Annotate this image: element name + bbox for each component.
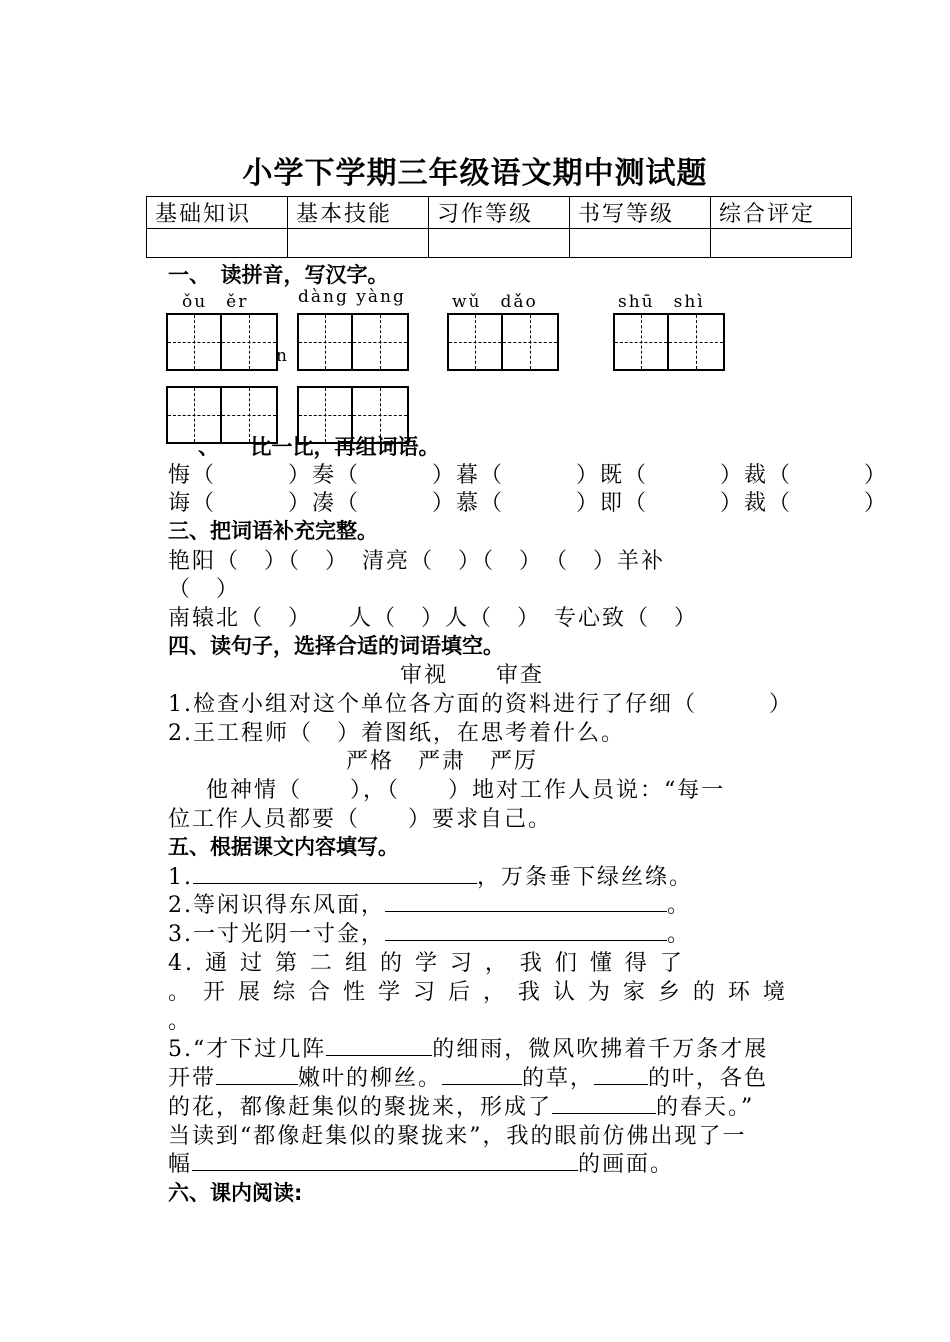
writing-grid-4[interactable]: [613, 313, 725, 371]
section4-choices1: 审视 审查: [400, 663, 545, 688]
section3-line3: 南辕北（ ） 人（ ）人（ ） 专心致（ ）: [168, 606, 699, 631]
q5-text: 的细雨，微风吹拂着千万条才展: [432, 1037, 769, 1062]
score-header-basic-skills: 基本技能: [288, 197, 429, 229]
section4-p2: 位工作人员都要（ ）要求自己。: [168, 807, 553, 832]
writing-cell[interactable]: [353, 315, 407, 369]
section3-line1: 艳阳（ ）（ ） 清亮（ ）（ ） （ ）羊补: [168, 549, 666, 574]
section5-q5-line3: [168, 1090, 754, 1121]
q5-text: 的草，: [522, 1066, 595, 1091]
section2-row2: 诲（ ）凑（ ）慕（ ）即（ ）裁（ ）: [168, 491, 889, 516]
q5-text: 的花，都像赶集似的聚拢来，形成了: [168, 1095, 553, 1120]
writing-cell[interactable]: [168, 315, 222, 369]
q2-blank[interactable]: [385, 891, 667, 912]
writing-cell[interactable]: [503, 315, 557, 369]
q5-blank-4[interactable]: [594, 1064, 648, 1085]
pinyin-2: dàng yàng: [298, 287, 406, 307]
writing-grid-3[interactable]: [447, 313, 559, 371]
score-cell[interactable]: [711, 229, 852, 258]
q5-blank-1[interactable]: [326, 1035, 432, 1056]
writing-cell[interactable]: [615, 315, 669, 369]
pinyin-1: ǒu ěr: [182, 292, 249, 312]
q5-text: 开带: [168, 1066, 217, 1091]
section5-q5-line5: [168, 1147, 674, 1178]
q5-blank-5[interactable]: [552, 1093, 656, 1114]
q5-blank-6[interactable]: [192, 1150, 578, 1171]
q5-text: 的叶，各色: [648, 1066, 769, 1091]
section5-q4-line1: 4. 通 过 第 二 组 的 学 习 ， 我 们 懂 得 了: [168, 951, 685, 976]
score-header-basic-knowledge: 基础知识: [147, 197, 288, 229]
q5-text: 5.“才下过几阵: [168, 1037, 327, 1062]
stray-letter: n: [276, 346, 289, 366]
section5-q1: [168, 860, 693, 891]
section4-q2: 2.王工程师（ ）着图纸，在思考着什么。: [168, 721, 625, 746]
q3-tail: 。: [667, 922, 692, 947]
score-header-row: [147, 197, 852, 229]
score-cell[interactable]: [429, 229, 570, 258]
section5-q5-line1: [168, 1032, 768, 1063]
q5-text: 的画面。: [578, 1152, 675, 1177]
writing-grid-6[interactable]: [297, 386, 409, 444]
section5-q4-line3: 。: [168, 1009, 193, 1034]
pinyin-3: wǔ dǎo: [452, 292, 538, 312]
section4-q1: 1.检查小组对这个单位各方面的资料进行了仔细（ ）: [168, 692, 793, 717]
writing-grid-5[interactable]: [166, 386, 278, 444]
score-table: [146, 196, 852, 258]
writing-cell[interactable]: [449, 315, 503, 369]
writing-grid-1[interactable]: [166, 313, 278, 371]
section5-heading: 五、根据课文内容填写。: [168, 835, 399, 859]
score-header-handwriting-grade: 书写等级: [570, 197, 711, 229]
q2-tail: 。: [667, 893, 692, 918]
q1-blank[interactable]: [193, 863, 477, 884]
score-cell[interactable]: [147, 229, 288, 258]
q5-text: 的春天。”: [656, 1095, 755, 1120]
section4-heading: 四、读句子，选择合适的词语填空。: [168, 634, 504, 658]
page-title: 小学下学期三年级语文期中测试题: [242, 156, 708, 191]
section3-line2: （ ）: [168, 577, 241, 602]
writing-cell[interactable]: [299, 315, 353, 369]
writing-cell[interactable]: [222, 315, 276, 369]
pinyin-4: shū shì: [618, 292, 705, 312]
score-cell[interactable]: [570, 229, 711, 258]
section2-row1: 悔（ ）奏（ ）暮（ ）既（ ）裁（ ）: [168, 463, 889, 488]
writing-cell[interactable]: [168, 388, 222, 442]
q1-number: 1.: [168, 865, 193, 890]
score-value-row: [147, 229, 852, 258]
section5-q4-line2: 。 开 展 综 合 性 学 习 后 ， 我 认 为 家 乡 的 环 境: [168, 980, 788, 1005]
section5-q5-line2: [168, 1061, 768, 1092]
section3-heading: 三、把词语补充完整。: [168, 519, 378, 543]
q5-blank-2[interactable]: [216, 1064, 298, 1085]
section5-q3: [168, 917, 691, 948]
q5-blank-3[interactable]: [442, 1064, 522, 1085]
section2-heading: 、 比一比，再组词语。: [198, 435, 440, 459]
section1-heading: 一、 读拼音，写汉字。: [168, 263, 389, 287]
score-cell[interactable]: [288, 229, 429, 258]
writing-grid-2[interactable]: [297, 313, 409, 371]
section5-q5-line4: 当读到“都像赶集似的聚拢来”，我的眼前仿佛出现了一: [168, 1124, 747, 1149]
q2-head: 2.等闲识得东风面，: [168, 893, 385, 918]
score-header-writing-grade: 习作等级: [429, 197, 570, 229]
section6-heading: 六、课内阅读:: [168, 1181, 303, 1205]
q3-head: 3.一寸光阴一寸金，: [168, 922, 385, 947]
section4-choices2: 严格 严肃 严厉: [346, 749, 539, 774]
section5-q2: [168, 888, 691, 919]
writing-cell[interactable]: [353, 388, 407, 442]
writing-cell[interactable]: [299, 388, 353, 442]
score-header-overall: 综合评定: [711, 197, 852, 229]
q3-blank[interactable]: [385, 920, 667, 941]
writing-cell[interactable]: [222, 388, 276, 442]
writing-cell[interactable]: [669, 315, 723, 369]
q5-text: 嫩叶的柳丝。: [298, 1066, 443, 1091]
q1-tail: ，万条垂下绿丝绦。: [477, 865, 694, 890]
section4-p1: 他神情（ ），（ ）地对工作人员说：“每一: [206, 778, 726, 803]
q5-text: 幅: [168, 1152, 193, 1177]
